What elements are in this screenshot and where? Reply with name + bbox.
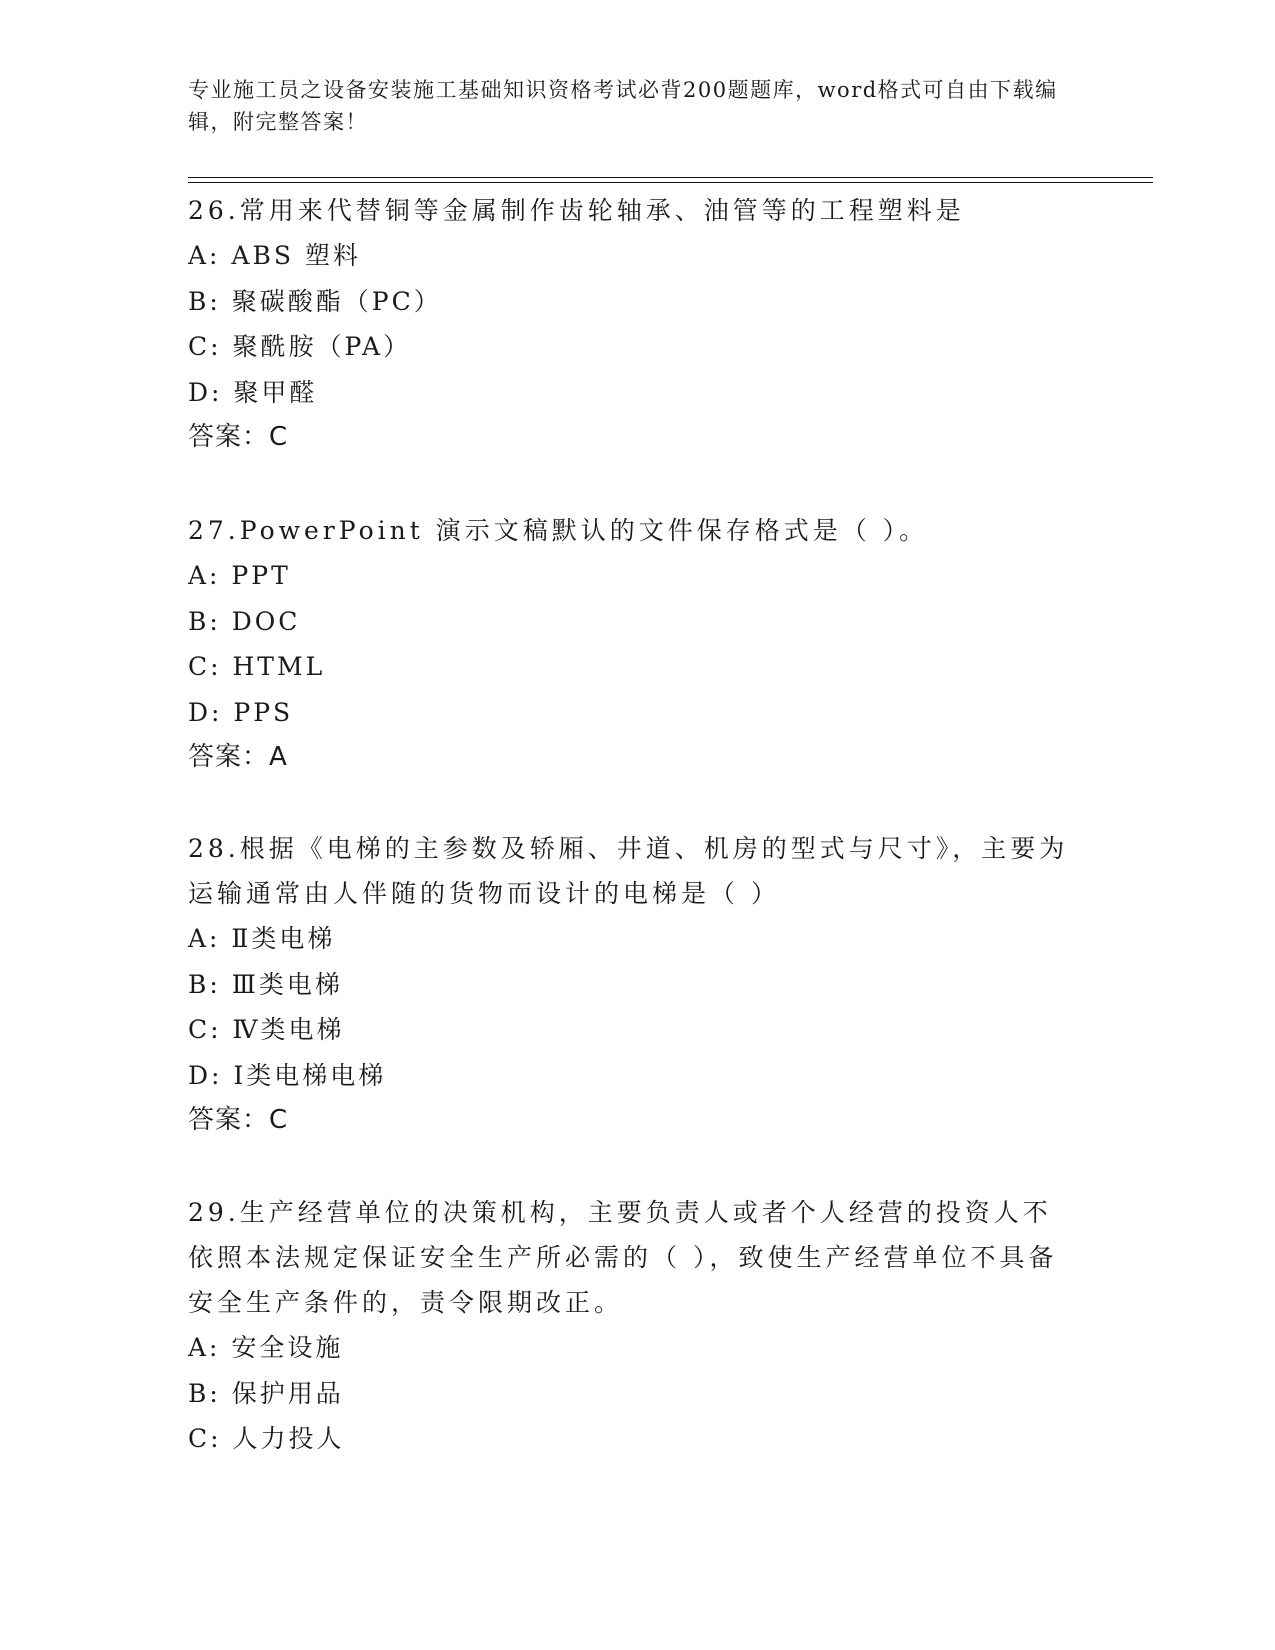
option-a: A: PPT: [188, 561, 291, 590]
option-d: D: PPS: [188, 697, 294, 727]
question-29: [188, 1190, 1078, 1462]
option-a: A: Ⅱ类电梯: [188, 924, 336, 953]
option-b: B: DOC: [188, 606, 301, 636]
option-b: B: 保护用品: [188, 1378, 344, 1408]
document-header: 专业施工员之设备安装施工基础知识资格考试必背200题题库，word格式可自由下载编辑，附完整答案！: [188, 78, 1058, 134]
question-27: [188, 508, 1078, 780]
answer-line: 答案：C: [188, 422, 289, 452]
answer-line: 答案：C: [188, 1105, 289, 1135]
header-divider-top: [188, 177, 1153, 178]
question-stem: 27.PowerPoint 演示文稿默认的文件保存格式是（ ）。: [188, 516, 929, 545]
option-c: C: 人力投人: [188, 1424, 345, 1453]
option-c: C: 聚酰胺（PA）: [188, 332, 412, 361]
question-stem: 29.生产经营单位的决策机构，主要负责人或者个人经营的投资人不依照本法规定保证安全生产所必需的（ ），致使生产经营单位不具备安全生产条件的，责令限期改正。: [188, 1198, 1058, 1317]
option-a: A: 安全设施: [188, 1333, 344, 1362]
option-c: C: Ⅳ类电梯: [188, 1015, 345, 1044]
option-a: A: ABS 塑料: [188, 241, 361, 270]
option-d: D: Ⅰ类电梯电梯: [188, 1060, 387, 1090]
question-stem: 26.常用来代替铜等金属制作齿轮轴承、油管等的工程塑料是: [188, 196, 965, 225]
question-26: [188, 188, 1078, 460]
option-d: D: 聚甲醛: [188, 377, 318, 407]
header-divider-bottom: [188, 182, 1153, 183]
option-b: B: Ⅲ类电梯: [188, 969, 343, 999]
question-stem: 28.根据《电梯的主参数及轿厢、井道、机房的型式与尺寸》，主要为运输通常由人伴随的货物而设计的电梯是（ ）: [188, 834, 1069, 908]
option-c: C: HTML: [188, 652, 326, 681]
answer-line: 答案：A: [188, 742, 288, 772]
option-b: B: 聚碳酸酯（PC）: [188, 286, 442, 316]
question-28: [188, 826, 1078, 1143]
